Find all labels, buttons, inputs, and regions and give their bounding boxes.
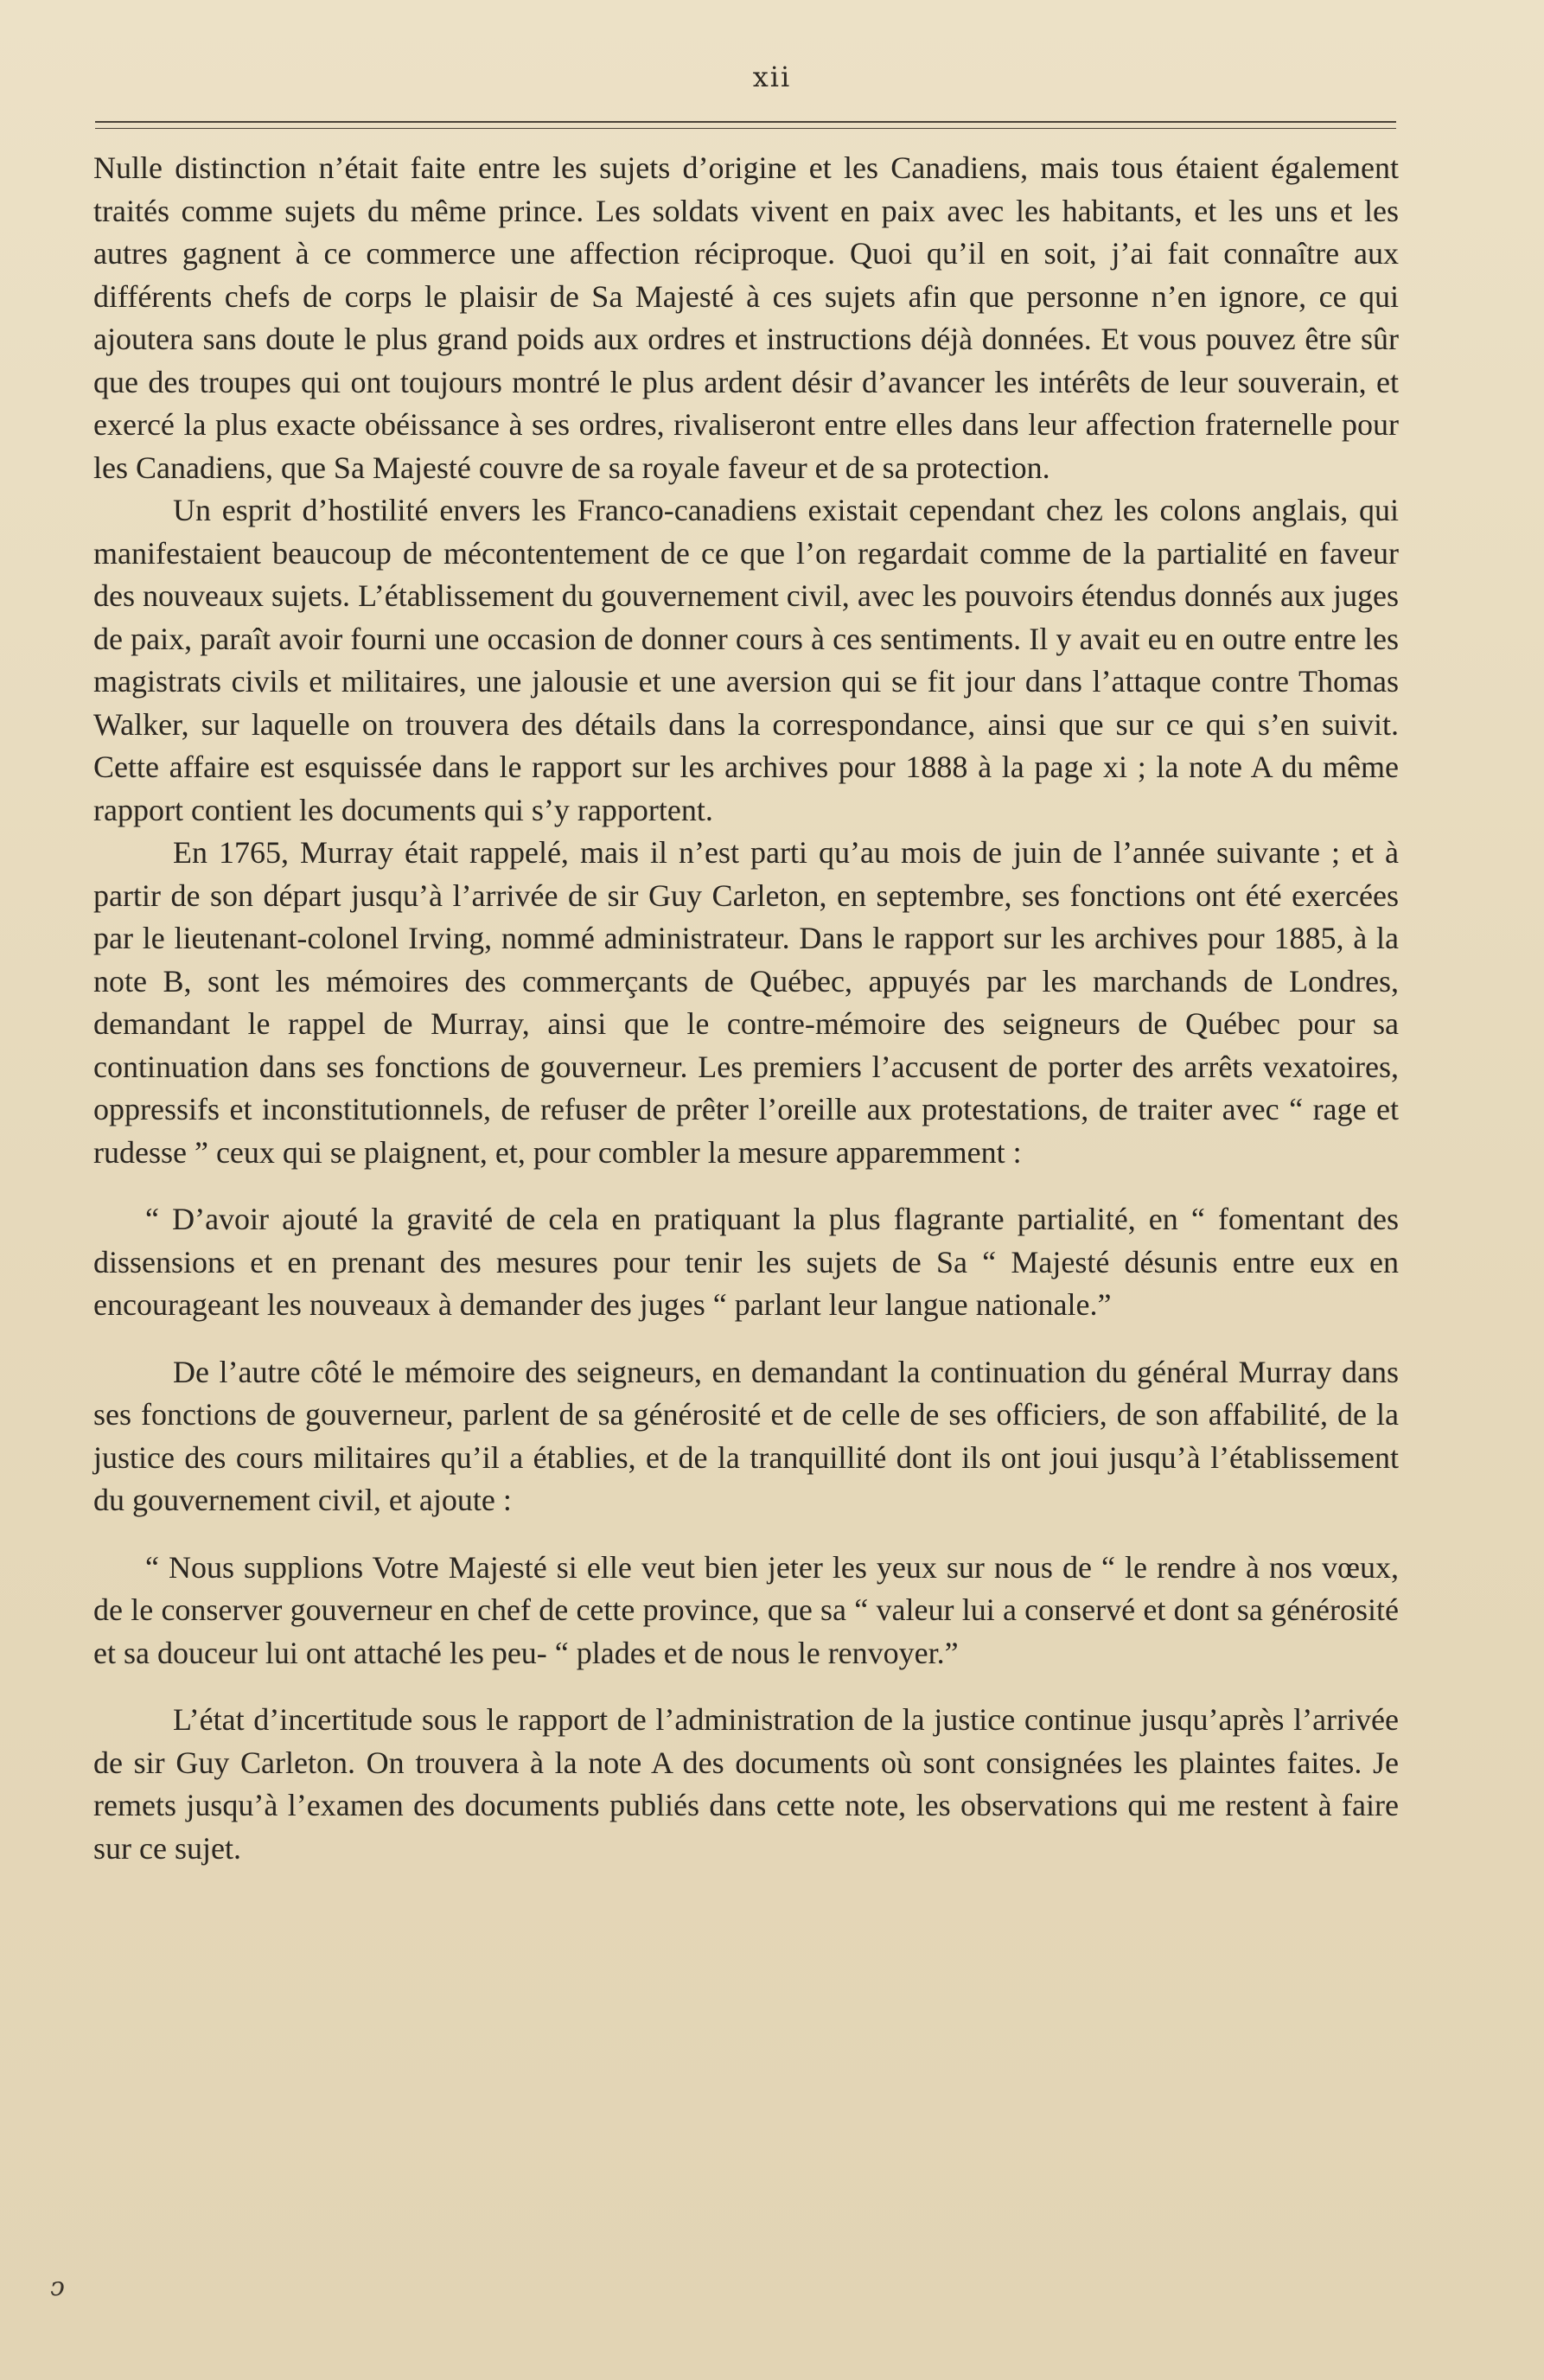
paragraph-seigneurs: De l’autre côté le mémoire des seigneurs, en demandant la continuation du général Murray dans ses fonctions de gouverneur, parlent de sa générosité et de celle de ses officiers, de son affabilité, de la justice des cours militaires qu’il a établies, et de la tranquillité dont ils ont joui jusqu’à l’établissement du gouvernement civil, et ajoute : bbox=[93, 1354, 1399, 1517]
margin-mark: ↄ bbox=[50, 2272, 65, 2302]
paragraph-justice: L’état d’incertitude sous le rapport de l’administration de la justice continue jusqu’après l’arrivée de sir Guy Carleton. On trouvera à la note A des documents où sont consignées les plaintes faites. Je remets jusqu’à l’examen des documents publiés dans cette note, les observations qui me restent à faire sur ce sujet. bbox=[93, 1702, 1399, 1866]
quote-seigneurs: “ Nous supplions Votre Majesté si elle veut bien jeter les yeux sur nous de “ le rendre à nos vœux, de le conserver gouverneur en chef de cette province, que sa “ valeur lui a conservé et dont sa générosité et sa douceur lui ont attaché les peu- “ plades et de nous le renvoyer.” bbox=[93, 1549, 1399, 1670]
body-text bbox=[93, 147, 1399, 1870]
paragraph-murray-recall: En 1765, Murray était rappelé, mais il n’est parti qu’au mois de juin de l’année suivante ; et à partir de son départ jusqu’à l’arrivée de sir Guy Carleton, en septembre, ses fonctions ont été exercées par le lieutenant-colonel Irving, nommé administrateur. Dans le rapport sur les archives pour 1885, à la note B, sont les mémoires des commerçants de Québec, appuyés par les marchands de Londres, demandant le rappel de Murray, ainsi que le contre-mémoire des seigneurs de Québec pour sa continuation dans ses fonctions de gouverneur. Les premiers l’accusent de porter des arrêts vexatoires, oppressifs et inconstitutionnels, de refuser de prêter l’oreille aux protestations, de traiter avec “ rage et rudesse ” ceux qui se plaignent, et, pour combler la mesure apparemment : bbox=[93, 835, 1399, 1170]
paragraph-hostility: Un esprit d’hostilité envers les Franco-canadiens existait cependant chez les colons anglais, qui manifestaient beaucoup de mécontentement de ce que l’on regardait comme de la partialité en faveur des nouveaux sujets. L’établissement du gouvernement civil, avec les pouvoirs étendus donnés aux juges de paix, paraît avoir fourni une occasion de donner cours à ces sentiments. Il y avait eu en outre entre les magistrats civils et militaires, une jalousie et une aversion qui se fit jour dans l’attaque contre Thomas Walker, sur laquelle on trouvera des détails dans la correspondance, ainsi que sur ce qui s’en suivit. Cette affaire est esquissée dans le rapport sur les archives pour 1888 à la page xi ; la note A du même rapport contient les documents qui s’y rapportent. bbox=[93, 493, 1399, 827]
page-number: xii bbox=[752, 61, 792, 93]
header-rule-thick bbox=[95, 121, 1396, 123]
header-rule-thin bbox=[95, 128, 1396, 129]
paragraph-continued: Nulle distinction n’était faite entre les sujets d’origine et les Canadiens, mais tous étaient également traités comme sujets du même prince. Les soldats vivent en paix avec les habitants, et les uns et les autres gagnent à ce commerce une affection réciproque. Quoi qu’il en soit, j’ai fait connaître aux différents chefs de corps le plaisir de Sa Majesté à ces sujets afin que personne n’en ignore, ce qui ajoutera sans doute le plus grand poids aux ordres et instructions déjà données. Et vous pouvez être sûr que des troupes qui ont toujours montré le plus ardent désir d’avancer les intérêts de leur souverain, et exercé la plus exacte obéissance à ses ordres, rivaliseront entre elles dans leur affection fraternelle pour les Canadiens, que Sa Majesté couvre de sa royale faveur et de sa protection. bbox=[93, 150, 1399, 485]
quote-merchants: “ D’avoir ajouté la gravité de cela en pratiquant la plus flagrante partialité, en “ fomentant des dissensions et en prenant des mesures pour tenir les sujets de Sa “ Majesté désunis entre eux en encourageant les nouveaux à demander des juges “ parlant leur langue nationale.” bbox=[93, 1202, 1399, 1322]
